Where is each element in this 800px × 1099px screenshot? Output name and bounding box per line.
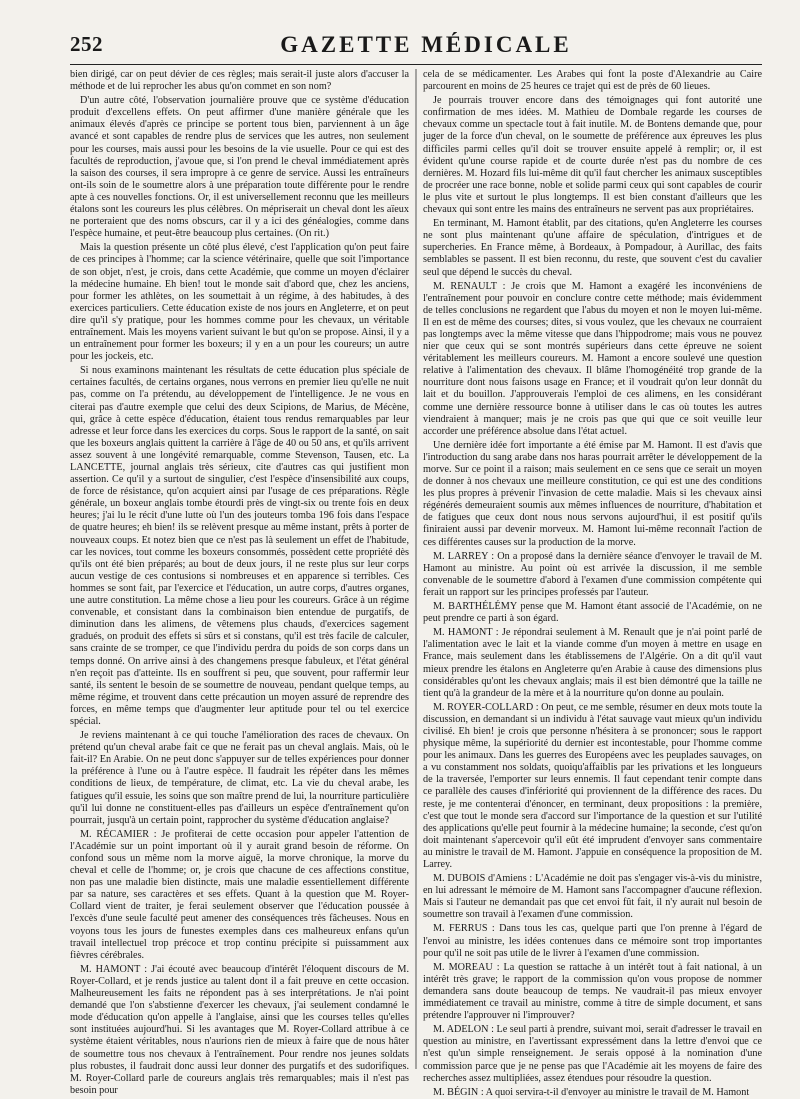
paragraph: M. RENAULT : Je crois que M. Hamont a exagéré les inconvéniens de l'entraînement pour pouvoir en conclure contre cette méthode; mais évidemment de telles conclusions ne regardent que l'abus du moyen et non le moyen lui-même. Il en est de même des courses; dites, si vous voulez, que les chevaux ne courraient pas longtemps avec la même vitesse que dans l'hippodrome; mais vous ne pouvez nier que ceux qui se sont montrés supérieurs dans cette épreuve ne soient véritablement les meilleurs coureurs. M. Hamont a encore soulevé une question relative à l'alimentation des chevaux. Il blâme l'homogénéité trop grande de la nourriture dont nous faisons usage en France; et il voudrait qu'on leur donnât du lait et du bouillon. J'approuverais l'emploi de ces alimens, en les considérant comme une dernière ressource bonne à utiliser dans le cas où toutes les autres viendraient à manquer; mais je ne crois pas que qui que ce soit veuille leur accorder une préférence absolue dans l'état actuel. bbox=[423, 280, 762, 437]
paragraph: En terminant, M. Hamont établit, par des citations, qu'en Angleterre les courses ne sont plus maintenant qu'une affaire de spéculation, d'intrigues et de supercheries. En France même, à Bordeaux, à Pompadour, à Aurillac, des faits semblables se passent. Il est bien reconnu, du reste, que souvent c'est du cavalier seul que dépend le succès du cheval. bbox=[423, 218, 762, 278]
right-column bbox=[423, 69, 762, 1098]
article-columns bbox=[70, 69, 762, 1098]
paragraph: M. BÉGIN : A quoi servira-t-il d'envoyer au ministre le travail de M. Hamont bbox=[433, 1086, 750, 1098]
paragraph: cela de se médicamenter. Les Arabes qui font la poste d'Alexandrie au Caire parcourent en moins de 25 heures ce trajet qui est de près de 60 lieues. bbox=[423, 69, 762, 93]
paragraph: M. DUBOIS d'Amiens : L'Académie ne doit pas s'engager vis-à-vis du ministre, en lui adressant le mémoire de M. Hamont sans l'accompagner d'aucune réflexion. Mais si l'auteur ne demandait pas que cet envoi fût fait, il n'y aurait nul besoin de soumettre son travail à l'examen d'une commission. bbox=[423, 873, 762, 921]
page-header bbox=[70, 30, 762, 60]
paragraph: M. ADELON : Le seul parti à prendre, suivant moi, serait d'adresser le travail en question au ministre, en l'avertissant expressément dans la lettre d'envoi que ce n'est qu'un simple renseignement. Je serais opposé à la nomination d'une commission parce que je ne pense pas que l'Académie ait les moyens de faire des recherches assez multipliées, assez étendues pour résoudre la question. bbox=[423, 1024, 762, 1084]
paragraph: M. BARTHÉLÉMY pense que M. Hamont étant associé de l'Académie, on ne peut prendre ce parti à son égard. bbox=[423, 601, 762, 625]
paragraph: D'un autre côté, l'observation journalière prouve que ce système d'éducation produit d'excellens effets. On peut affirmer d'une manière générale que les animaux élevés d'après ce principe se portent tous bien, parviennent à un âge avancé et sont capables de rendre plus de services que les autres, non seulement pour les courses, mais aussi pour les besoins de la vie usuelle. Pour ce qui est des facultés de reproduction, j'avoue que, si l'on prend le cheval immédiatement après la saison des courses, il sera impropre à ce genre de service. Aussi les entraîneurs ont-ils soin de le soumettre alors à une préparation toute différente pour le rendre apte à ces nouvelles fonctions. Or, il est universellement reconnu que les meilleurs étalons sont les coureurs les plus célèbres. On mépriserait un cheval dont les aïeux ne porteraient que des noms obscurs, car il y a ici des généalogies, comme dans l'espèce humaine, et peut-être beaucoup plus certaines. (On rit.) bbox=[70, 95, 409, 240]
left-column bbox=[70, 69, 409, 1096]
paragraph: M. RÉCAMIER : Je profiterai de cette occasion pour appeler l'attention de l'Académie sur un point important où il y aurait grand besoin de réforme. On confond sous un même nom la morve aiguë, la morve chronique, la morve du cheval et celle de l'homme; or, je crois que chacune de ces affections constitue, non pas une maladie bien distincte, mais une maladie essentiellement différente par sa nature, ses caractères et ses effets. Quant à la question que M. Royer-Collard vient de traiter, je ferai seulement observer que l'éducation poussée à l'excès d'une seule faculté peut amener des conséquences très fâcheuses. Nous en voyons tous les jours de funestes exemples dans ces malheureux enfans qu'un travail intellectuel trop précoce et trop continu précipite si puissamment aux fièvres cérébrales. bbox=[70, 828, 409, 961]
paragraph: Une dernière idée fort importante a été émise par M. Hamont. Il est d'avis que l'introduction du sang arabe dans nos haras pourrait arrêter le développement de la morve. Sur ce point il a raison; mais seulement en ce sens que ce serait un moyen de donner à nos chevaux une meilleure constitution, ce qui est une des conditions les plus propres à prévenir l'invasion de cette maladie. Mais si les chevaux ainsi régénérés demeuraient soumis aux mêmes influences de nourriture, d'habitation et de fatigues que ceux dont nous nous servons aujourd'hui, il est positif qu'ils finiraient aussi par devenir morveux. M. Hamont lui-même reconnaît l'action de ces différentes causes sur la production de la morve. bbox=[423, 439, 762, 548]
paragraph: M. ROYER-COLLARD : On peut, ce me semble, résumer en deux mots toute la discussion, en demandant si un individu à l'état sauvage vaut mieux qu'un individu civilisé. Eh bien! je crois que personne n'hésitera à se prononcer; sous le rapport physique même, la supériorité du dernier est incontestable, pour l'homme comme pour les animaux. Dans les guerres des Européens avec les peuplades sauvages, on a vu constamment nos soldats, quoiqu'affaiblis par les privations et les longueurs de la traversée, l'emporter sur leurs ennemis. Il faut cependant tenir compte dans ce parallèle des causes d'infériorité qui proviennent de la différence des races. Du reste, je me contenterai d'énoncer, en terminant, deux propositions : la première, c'est que tout le monde sera d'accord sur l'importance de la question et sur l'utilité des applications qu'elle peut fournir à la médecine humaine; la seconde, c'est qu'on doit maintenant s'apercevoir qu'il eût été imprudent d'envoyer sans commentaire au ministre le travail de M. Hamont. J'appuie en conséquence la proposition de M. Larrey. bbox=[423, 701, 762, 870]
paragraph: Je pourrais trouver encore dans des témoignages qui font autorité une confirmation de mes idées. M. Mathieu de Dombale regarde les courses de chevaux comme un spectacle tout à fait inutile. M. de Bontens demande que, pour juger de la force d'un cheval, on le soumette de préférence aux épreuves les plus difficiles parmi celles qu'il doit se trouver ensuite appelé à remplir; or, il est évident qu'une course rapide et de courte durée n'est pas du nombre de ces dernières. M. Hozard fils lui-même dit qu'il faut chercher les animaux susceptibles de procréer une race bonne, noble et solide parmi ceux qui sont capables de courir le plus vite et surtout le plus longtemps. Il est bien constant d'ailleurs que les chevaux qui sont entre les mains des entraîneurs ne servent pas aux propriétaires. bbox=[423, 95, 762, 216]
paragraph: Mais la question présente un côté plus élevé, c'est l'application qu'on peut faire de ces principes à l'homme; car la science vétérinaire, quelle que soit l'importance de son objet, n'est, je crois, dans cette Académie, que comme un moyen d'éclairer la médecine humaine. Eh bien! tout le monde sait d'abord que, chez les anciens, pour former les athlètes, on les soumettait à un régime, à des habitudes, à des exercices particuliers. Cette éducation existe de nos jours en Angleterre, et on peut dire qu'il s'y pratique, pour les hommes comme pour les chevaux, un véritable entraînement. Mais les moyens varient suivant le but qu'on se propose. Ainsi, il y a un entraînement pour former les boxeurs; il y en a un pour les coureurs; un autre pour les jockeis, etc. bbox=[70, 242, 409, 363]
paragraph: M. HAMONT : Je répondrai seulement à M. Renault que je n'ai point parlé de l'alimentation avec le lait et la viande comme d'un moyen à mettre en usage en France, mais seulement dans les établissemens de l'Algérie. On a dit qu'il vaut mieux prendre les étalons en Angleterre qu'en Arabie à cause des dimensions plus considérables qu'ont les chevaux anglais; mais il est bien démontré que la taille ne tient qu'à la grandeur de la mère et à la nourriture qu'on donne au poulain. bbox=[423, 627, 762, 699]
paragraph: Je reviens maintenant à ce qui touche l'amélioration des races de chevaux. On prétend qu'un cheval arabe fait ce que ne ferait pas un cheval anglais. Mais, où le fait-il? En Arabie. On ne peut donc s'appuyer sur de telles expériences pour donner la préférence à l'une ou à l'autre espèce. Il faudrait les répéter dans les mêmes conditions de lieux, de température, de climat, etc. La vie du cheval arabe, les fatigues qu'il essuie, les soins que son maître prend de lui, la nourriture particulière qu'il lui donne ne constituent-elles pas d'ailleurs un espèce d'entraînement qu'on pourrait, jusqu'à un certain point, rapprocher du système d'éducation anglaise? bbox=[70, 730, 409, 826]
paragraph: M. FERRUS : Dans tous les cas, quelque parti que l'on prenne à l'égard de l'envoi au ministre, les idées contenues dans ce mémoire sont trop importantes pour qu'il ne soit pas utile de le livrer à l'examen d'une commission. bbox=[423, 923, 762, 959]
paragraph: Si nous examinons maintenant les résultats de cette éducation plus spéciale de certaines facultés, de certains organes, nous verrons en premier lieu qu'elle ne nuit pas, comme on l'a prétendu, au développement de l'intelligence. Je ne vous en citerai pas d'autre exemple que celui des deux Scipions, de Marius, de Mécène, qui, grâce à cette espèce d'éducation, étaient tous rendus remarquables par leur adresse et leur force dans les exercices du corps. Sous le rapport de la santé, on sait que les boxeurs anglais quittent la carrière à l'âge de 40 ou 50 ans, et qu'ils arrivent assez souvent à une longévité remarquable, comme Stevenson, Tausen, etc. La LANCETTE, journal anglais très sérieux, cite d'autres cas qui justifient mon assertion. Ce qu'il y a surtout de singulier, c'est l'espèce d'insensibilité aux coups, de force de résistance, qu'on acquiert ainsi par l'usage de ces préparations. Règle générale, un boxeur anglais tombe étourdi près de vingt-six ou trente fois en deux heures; j'ai lu le récit d'une lutte où l'un des jouteurs tomba 196 fois dans l'espace de quatre heures; eh bien! ils se relèvent presque au même instant, prêts à porter de nouveaux coups. Et notez bien que ce n'est pas là seulement un effet de l'habitude, car les novices, tout comme les boxeurs consommés, possèdent cette propriété dès qu'ils ont été bien préparés; au bout de deux jours, il ne reste plus sur leur corps aucun vestige de ces contusions si nombreuses et en apparence si terribles. Ces hommes se sont fait, par l'exercice et l'éducation, un autre corps, d'autres organes, une autre constitution. La même chose a lieu pour les coureurs. Grâce à un régime convenable, et consistant dans la combinaison bien entendue de purgatifs, de diminution dans les alimens, de vêtemens plus chauds, d'exercices sagement gradués, on produit des effets si sûrs et si constans, qu'il est très facile de calculer, sans crainte de se tromper, ce que l'individu perdra du poids de son corps dans un temps donné. On arrive ainsi à des changemens presque fabuleux, et l'état général n'en reçoit pas d'atteinte. Ils en souffrent si peu, que souvent, pour raffermir leur santé, ils sentent le besoin de se soumettre de nouveau, pendant quelque temps, au même régime, et trouvent dans cette précaution un moyen assuré de reprendre des forces, en même temps que d'augmenter leur aptitude pour tel ou tel exercice spécial. bbox=[70, 365, 409, 727]
paragraph: bien dirigé, car on peut dévier de ces règles; mais serait-il juste alors d'accuser la méthode et de lui reprocher les abus qu'on commet en son nom? bbox=[70, 69, 409, 93]
page-number: 252 bbox=[70, 32, 103, 56]
paragraph: M. MOREAU : La question se rattache à un intérêt tout à fait national, à un intérêt très grave; le rapport de la commission qu'on vous propose de nommer demandera sans doute beaucoup de temps. Ne vaudrait-il pas mieux envoyer immédiatement ce travail au ministre, comme à titre de simple document, et sans prétendre l'approuver ni l'improuver? bbox=[423, 961, 762, 1022]
paragraph: M. HAMONT : J'ai écouté avec beaucoup d'intérêt l'éloquent discours de M. Royer-Collard, et je rends justice au talent dont il a fait preuve en cette occasion. Malheureusement les faits ne répondent pas à ses interprétations. Je n'ai point demandé que l'on s'abstienne d'exercer les chevaux, j'ai seulement condamné le mode d'éducation qu'on appelle à l'anglaise, ainsi que les courses telles qu'elles sont instituées aujourd'hui. Si les avantages que M. Royer-Collard attribue à ce système étaient véritables, nous n'aurions rien de mieux à faire que de nous hâter de soumettre tous nos chevaux à l'entraînement. Pour rendre nos jeunes soldats plus robustes, il faudrait donc aussi leur donner des purgatifs et des sudorifiques. M. Royer-Collard parle de coureurs anglais très remarquables; mais il n'est pas besoin pour bbox=[70, 963, 409, 1096]
journal-title: GAZETTE MÉDICALE bbox=[280, 32, 572, 57]
header-rule bbox=[70, 64, 762, 65]
paragraph: M. LARREY : On a proposé dans la dernière séance d'envoyer le travail de M. Hamont au ministre. Au point où est arrivée la discussion, il me semble convenable de le soumettre d'abord à l'examen d'une commission compétente qui ferait un rapport sur les principes professés par l'auteur. bbox=[423, 550, 762, 598]
